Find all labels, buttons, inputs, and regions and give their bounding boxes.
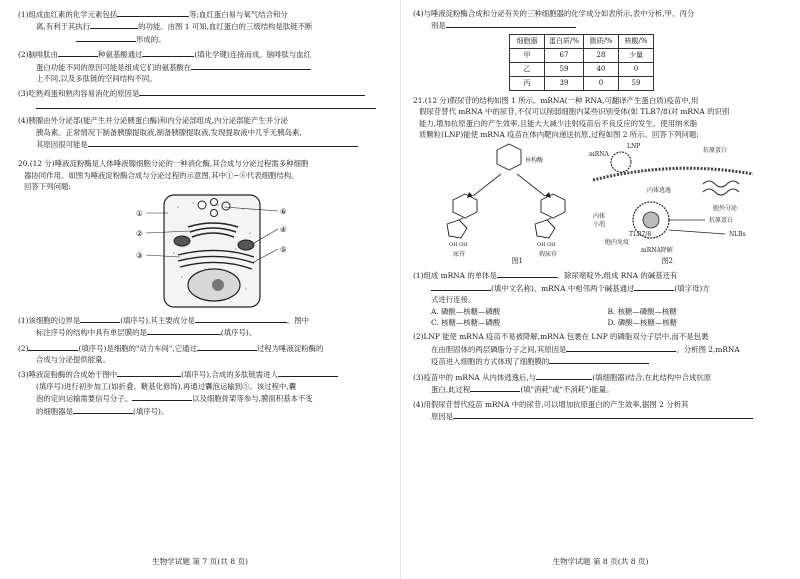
cell-label: ② [136,228,143,238]
q21-part3-cont [413,383,784,395]
text: 蛋白功能不同的原因可能是组成它们的氨基酸在 [36,62,192,72]
answer-blank[interactable] [90,20,138,29]
text: (2)脑啡肽由 [18,50,59,60]
fig2-tlr-label: TLR7/8 [629,231,652,239]
text: 。除尿嘧啶外,组成 RNA 的碱基还有 [556,271,678,281]
text: (填"消耗"或"不消耗")能量。 [520,385,614,395]
answer-blank[interactable] [117,368,181,377]
text: 合成与分泌提供能量。 [36,354,110,364]
fig1-enzyme-label: 异构酶 [525,157,544,165]
table-cell: 0 [584,76,619,90]
text: (3)唾液淀粉酶的合成始于图中 [18,370,118,380]
organelle-composition-table [509,34,654,91]
text: 质颗粒(LNP)能使 mRNA 疫苗在体内靶向递送抗原,过程如图 2 所示。回答下列问题: [419,130,699,140]
cell-illustration [18,193,388,311]
fig1-caption: 图1 [511,257,523,266]
q19-part1-cont [18,20,388,32]
q20-part4-cont [413,19,784,31]
page-footer: 生物学试题 第 8 页(共 8 页) [552,557,649,566]
text: 20.(12 分)唾液淀粉酶是人体唾液腺细胞分泌的一种消化酶,其合成与分泌过程需多种细胞 [18,159,309,169]
q21-part4 [413,399,784,410]
text: (2) [18,343,29,353]
fig1-right-label: 假尿苷 [539,251,558,259]
answer-blank[interactable] [497,269,557,278]
q21-intro [413,95,784,106]
answer-blank[interactable] [76,33,136,42]
q20-part1-cont [18,326,388,338]
text: (填序号)。 [220,328,257,338]
options-row-2 [413,317,784,328]
answer-blank[interactable] [431,282,491,291]
page-footer: 生物学试题 第 7 页(共 8 页) [152,557,248,566]
text: 种氨基酸通过 [98,50,143,60]
text: (2)LNP 能使 mRNA 疫苗不易被降解,mRNA 包裹在 LNP 的磷脂双分子层中,而不是包裹 [413,332,709,342]
cell-diagram [18,193,388,311]
fig2-antibody-label: 抗原蛋白 [709,217,734,225]
q21-figures [413,140,784,258]
q19-part4 [18,115,388,126]
text: 。图中 [286,315,310,325]
text: 在由胆固体的两层磷脂分子之间,其原因是 [431,344,567,354]
text: (填序号),合成的多肽链需进人 [181,370,278,380]
answer-blank[interactable] [446,19,576,28]
text: 过程为唾液淀粉酶的 [256,343,324,353]
cell-label: ⑥ [280,206,287,216]
q19-part1-cont2 [18,33,388,45]
fig1-left-label: 尿苷 [453,251,466,259]
table-cell: 少量 [619,48,654,62]
table-cell: 59 [545,62,584,76]
q19-part2 [18,48,388,60]
options-row-1 [413,306,784,317]
svg-text:OH OH: OH OH [449,242,468,249]
text: (填字母)方 [674,283,710,293]
text: (填细胞器)结合,在此结构中合成抗原 [592,372,712,382]
text: 。分析图 2,mRNA [676,344,740,354]
text: 标注序号的结构中具有单层膜的是 [36,328,147,338]
answer-blank[interactable] [453,410,753,419]
text: 形成的。 [136,34,166,44]
option-c[interactable]: C. 核糖—核糖—磷酸 [431,318,501,328]
text: 21.(12 分)假尿苷的结构如图 1 所示。mRNA(一种 RNA,可翻译产生蛋白质)疫苗中,用 [413,95,699,105]
answer-blank[interactable] [470,383,520,392]
cell-label: ③ [136,250,143,260]
answer-blank[interactable] [195,314,287,323]
table-row [510,76,654,90]
table-row [510,48,654,62]
table-header: 脂质/% [584,34,619,48]
text: (4)与唾液淀粉酶合成和分泌有关的三种细胞器的化学成分如表所示,表中分析,甲、丙分 [413,9,695,18]
fig2-lnp-label: LNP [627,143,641,151]
cell-label: ① [136,208,143,218]
q20-part3-cont [18,381,388,392]
exam-page-8 [400,0,800,579]
answer-blank[interactable] [139,87,365,96]
q20-intro-cont [18,170,388,181]
q19-part1 [18,8,388,20]
text: 其原因很可能是 [36,140,88,150]
answer-blank[interactable] [132,392,192,401]
fig2-secrete-label: 胞外分泌 [713,205,738,213]
q20-intro [18,158,388,169]
text: 等;血红蛋白易与氧气结合和分 [189,10,288,19]
option-d[interactable]: D. 磷酸—核糖—核糖 [607,318,677,328]
q20-part2-cont [18,354,388,365]
text: 以及细胞骨架等参与,膜面积基本不变 [192,394,313,404]
text: (填序号),其主要成分是 [120,315,195,325]
fig2-uptake-label: 胞内免疫 [605,239,630,247]
text: 胰岛素。正常情况下制备胰腺提取液,制备胰腺提取液,发现提取液中几乎无胰岛素, [36,127,302,137]
table-cell: 丙 [510,76,545,90]
text: (4)用假尿苷替代疫苗 mRNA 中的尿苷,可以增加抗原蛋白的产生效率,据图 2 分析其 [413,399,689,409]
q21-part1-cont2 [413,294,784,305]
answer-blank[interactable] [28,342,78,351]
answer-blank[interactable] [566,343,676,352]
text: (3)疫苗中的 mRNA 从内体逃逸后,与 [413,372,537,382]
fig2-vesicle-label: 小泡 [593,221,606,229]
answer-blank[interactable] [536,371,592,380]
text: (填中文名称)。mRNA 中相邻两个碱基通过 [491,283,635,293]
text: 泡的定向运输需要信号分子、 [36,394,133,404]
fig2-mrna-label: mRNA [589,151,609,159]
table-cell: 39 [545,76,584,90]
q21-part2-cont2 [413,355,784,367]
q21-part2-cont [413,343,784,355]
answer-blank[interactable] [191,61,311,70]
text: 原因是 [431,411,454,421]
q21-intro-cont2 [413,118,784,129]
text: 离,有利于其执行 [36,22,91,32]
q20-part1 [18,314,388,326]
text: (1)该细胞的边界是 [18,315,81,325]
q20-part3 [18,368,388,380]
table-header-row [510,34,654,48]
answer-blank[interactable] [634,282,674,291]
text: 假尿苷替代 mRNA 中的尿苷,不仅可以削弱细胞内某些识别受体(如 TLR7/8)对 mRNA 的识别 [419,107,730,117]
text: 式进行连接。 [431,295,476,305]
answer-blank[interactable] [549,355,649,364]
fig2-degrade-label: mRNA降解 [641,247,673,255]
q19-part4-cont2 [18,138,388,150]
q21-part1-cont [413,282,784,294]
table-cell: 28 [584,48,619,62]
answer-blank[interactable] [142,48,194,57]
q21-part4-cont [413,410,784,422]
fig2-caption: 图2 [661,257,673,266]
q21-part3 [413,371,784,383]
table-cell: 40 [584,62,619,76]
answer-blank[interactable] [80,314,120,323]
table-header: 蛋白质/% [545,34,584,48]
q21-intro-cont [413,106,784,117]
answer-blank[interactable] [117,8,189,17]
text: (填序号)。 [132,406,169,416]
answer-blank[interactable] [147,326,221,335]
text: (4)胰腺由外分泌部(能产生并分泌胰蛋白酶)和内分泌部组成,内分泌部能产生并分泌 [18,116,288,126]
fig2-nlbs-label: NLBs [729,231,746,239]
table-cell: 59 [619,76,654,90]
svg-text:OH OH: OH OH [537,242,556,249]
text: 蛋白,此过程 [431,385,471,395]
table-header: 核酸/% [619,34,654,48]
answer-blank[interactable] [36,100,376,109]
q19-part3-cont [18,100,388,112]
text: (填序号)进行初步加工(如折叠、糖基化修饰),再通过囊泡运输到⑤。该过程中,囊 [36,381,297,391]
text: (1)组成血红素的化学元素包括 [18,10,118,19]
figure-1-and-2 [413,140,785,258]
text: 的细胞器是 [36,406,73,416]
option-a[interactable]: A. 磷酸—核糖—磷酸 [431,306,501,316]
option-b[interactable]: B. 核糖—磷酸—核糖 [607,306,677,316]
text: (1)组成 mRNA 的单体是 [413,271,497,281]
table-cell: 0 [619,62,654,76]
text: 回答下列问题: [24,182,71,192]
answer-blank[interactable] [278,368,338,377]
text: (填化学键)连接而成。脑啡肽与血红 [194,50,312,60]
table-row [510,62,654,76]
text: 上不同,以及多肽链的空间结构不同。 [36,74,157,84]
text: 的功能。由图 1 可知,血红蛋白的三级结构是肽链不断 [138,22,313,32]
answer-blank[interactable] [88,138,358,147]
q19-part2-cont2 [18,73,388,84]
text: (填序号)是细胞的"动力车间",它通过 [78,343,197,353]
q19-part3 [18,87,388,99]
q20-intro-cont2 [18,181,388,192]
q20-part3-cont3 [18,405,388,417]
table-cell: 甲 [510,48,545,62]
fig2-endosome-label: 内体 [593,213,606,221]
q21-part1 [413,269,784,281]
q20-part2 [18,342,388,354]
table-cell: 乙 [510,62,545,76]
text: 能力,增加抗原蛋白的产生效率,且能大大减少注射疫苗后不良反应的发生。使用纳米脂 [419,118,698,128]
text: (3)吃熟鸡蛋和熟肉容易消化的原因是 [18,89,140,99]
q20-part3-cont2 [18,392,388,404]
fig2-antigen-label: 抗原蛋白 [703,147,728,155]
answer-blank[interactable] [73,405,133,414]
cell-label: ⑤ [280,244,287,254]
q20-part4 [413,8,784,19]
table-cell: 67 [545,48,584,62]
fig2-escape-label: 内体逃逸 [647,187,672,195]
q21-part2 [413,331,784,342]
q21-intro-cont3 [413,129,784,140]
table-header: 细胞器 [510,34,545,48]
answer-blank[interactable] [58,48,98,57]
q19-part4-cont [18,127,388,138]
answer-blank[interactable] [197,342,257,351]
q19-part2-cont [18,61,388,73]
text: 别是 [431,21,446,31]
cell-label: ④ [280,224,287,234]
text: 器协同作用。如图为唾液淀粉酶合成与分泌过程的示意图,其中①~⑥代表细胞结构。 [24,170,299,180]
text: 疫苗进入细胞的方式体现了细胞膜的 [431,357,550,367]
